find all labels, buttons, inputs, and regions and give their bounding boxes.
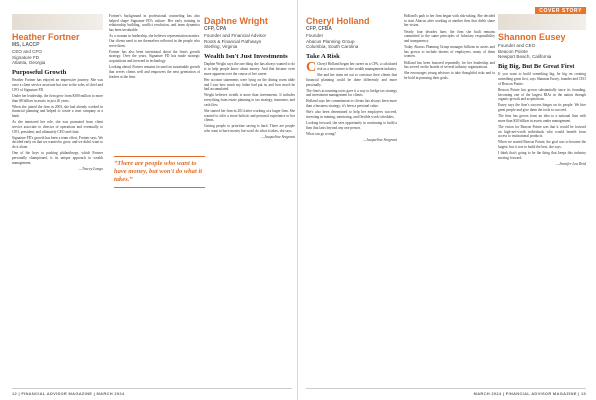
publication-name: FINANCIAL ADVISOR MAGAZINE [21, 391, 93, 396]
profile-photo [12, 14, 103, 30]
profile-shannon-eusey [498, 14, 586, 166]
issue-date: MARCH 2024 [473, 391, 502, 396]
page-footer-right: MARCH 2024 | FINANCIAL ADVISOR MAGAZINE | 13 [473, 391, 586, 396]
article-column: Holland's path to her firm began with risk-taking. She decided to start Abacus after working at another firm that didn't share her vision. Nearly four decades later, the firm she built remains committed to the same principles of fiduciary responsibility and transparency. Today Abacus Planning Group manages billions in assets and has grown to include dozens of employees, many of them women. Holland has been honored repeatedly for her leadership and has served on the boards of several industry organizations. She encourages young advisors to take thoughtful risks and to be bold in pursuing their goals. [404, 14, 495, 80]
profile-photo [498, 14, 586, 30]
profile-headline: Wealth Isn't Just Investments [204, 52, 288, 60]
article-body: Daphne Wright says the one thing she has always wanted to do is to help people know about money. And that became even more apparent over the course of her career. Her account statements were lying on the dining room table and I saw how much my father had put in, and how much he had accumulated. Wright believes wealth is more than investments. It includes everything from estate planning to tax strategy, insurance, and cash flow. She started her firm in 2014 after working at a larger firm. She wanted to offer a more holistic and personal experience to her clients. Getting people to prioritize saving is hard. There are people who want to have money but won't do what it takes, she says. [204, 62, 295, 134]
profile-headline: Purposeful Growth [12, 68, 67, 76]
profile-daphne-wright [204, 14, 295, 139]
article-body: If you want to build something big, be big on creating something great first, says Shannon Eusey, founder and CEO of Beacon Pointe. Beacon Pointe has grown substantially since its founding, becoming one of the largest RIAs in the nation through organic growth and acquisitions. Eusey says the firm's success hinges on its people. We hire great people and give them the tools to succeed. The firm has grown from an idea to a national firm with more than $30 billion in assets under management. The vision for Beacon Pointe was that it would be focused on high-net-worth individuals who would benefit from access to institutional products. When we started Beacon Pointe, the goal was to become the largest, but it was to build the best, she says. I think that's going to be the thing that keeps this industry moving forward. [498, 72, 586, 160]
page-gutter [297, 0, 298, 400]
profile-role: Founder and CEO Beacon Pointe Newport Beach, California [498, 43, 552, 60]
drop-cap: C [306, 60, 317, 76]
section-tag: COVER STORY [535, 7, 586, 15]
page-number: 13 [580, 391, 586, 396]
profile-name: Heather Fortner [12, 32, 80, 42]
profile-role: Founder and Financial Advisor Roots & Financial Pathways Sterling, Virginia [204, 33, 267, 50]
profile-credential: CFP, CFBA [306, 26, 333, 32]
profile-credential: MS, LACCP [12, 42, 40, 48]
profile-role: CEO and CFO Signature FD Atlanta, Georgia [12, 49, 46, 66]
article-byline: —Jacqueline Sergeant [260, 135, 295, 140]
profile-name: Cheryl Holland [306, 16, 370, 26]
article-column: Fortner's background in professional counseling has also helped shape Signature FD's culture. Her early training in relationship building, conflict resolution, and team dynamics has been invaluable. As a woman in leadership, she believes representation matters. Our clients need to see themselves reflected in the people who serve them. Fortner has also been intentional about the firm's growth strategy. Over the years, Signature FD has made strategic acquisitions and invested in technology. Looking ahead, Fortner remains focused on sustainable growth that serves clients well and empowers the next generation of leaders at the firm. [109, 14, 200, 79]
profile-cheryl-holland [306, 14, 397, 142]
article-body: Heather Fortner has enjoyed an impressive journey. She was once a client service associate but rose to the roles of chief and CFO of Signature FD. Under her leadership, the firm grew from $300 million to more than $8 billion in assets in just 20 years. When she joined the firm in 2003, she had already worked in financial planning and helped to create a trust company at a bank. As she mentored her role, she was promoted from client service associate to director of operations and eventually to CFO, president, and ultimately CEO and chair. Signature FD's growth has been a team effort, Fortner says. We decided early on that we wanted to grow, and we didn't want to do it alone. One of the keys to pushing philanthropy, which Fortner personally championed, is its unique approach to wealth management. [12, 78, 103, 165]
profile-heather-fortner [12, 14, 103, 171]
page-footer-left: 12 | FINANCIAL ADVISOR MAGAZINE | MARCH 2024 [12, 391, 125, 396]
article-byline: —Jacqueline Sergeant [362, 137, 397, 142]
profile-name: Shannon Eusey [498, 32, 566, 42]
profile-credential: CFP, CPA [204, 26, 227, 32]
footer-rule [12, 388, 292, 389]
profile-role: Founder Abacus Planning Group Columbia, South Carolina [306, 33, 359, 50]
article-body: C Cheryl Holland began her career as a CPA, a calculated risk as a newcomer to the wealth management industry. She and her team set out to convince their clients that financial planning could be done differently and more personally. The firm's accounting roots gave it a way to bridge tax strategy and investment management for clients. Holland says her commitment to clients has always been more than a business strategy; it's been a personal value. She's also been determined to help her employees succeed, investing in training, mentoring, and flexible work schedules. Looking forward, she sees opportunity in continuing to build a firm that lasts beyond any one person. What can go wrong? [306, 60, 397, 136]
profile-name: Daphne Wright [204, 16, 268, 26]
pull-quote: “There are people who want to have money, but won't do what it takes.” [114, 156, 205, 188]
article-byline: —Jennifer Lea Reid [555, 162, 586, 167]
issue-date: MARCH 2024 [96, 391, 125, 396]
profile-headline: Take A Risk [306, 52, 340, 60]
footer-rule [306, 388, 586, 389]
profile-headline: Big Big, But Be Great First [498, 62, 575, 70]
publication-name: FINANCIAL ADVISOR MAGAZINE [505, 391, 577, 396]
page-number: 12 [12, 391, 18, 396]
article-byline: —Tracey Longo [78, 166, 103, 171]
